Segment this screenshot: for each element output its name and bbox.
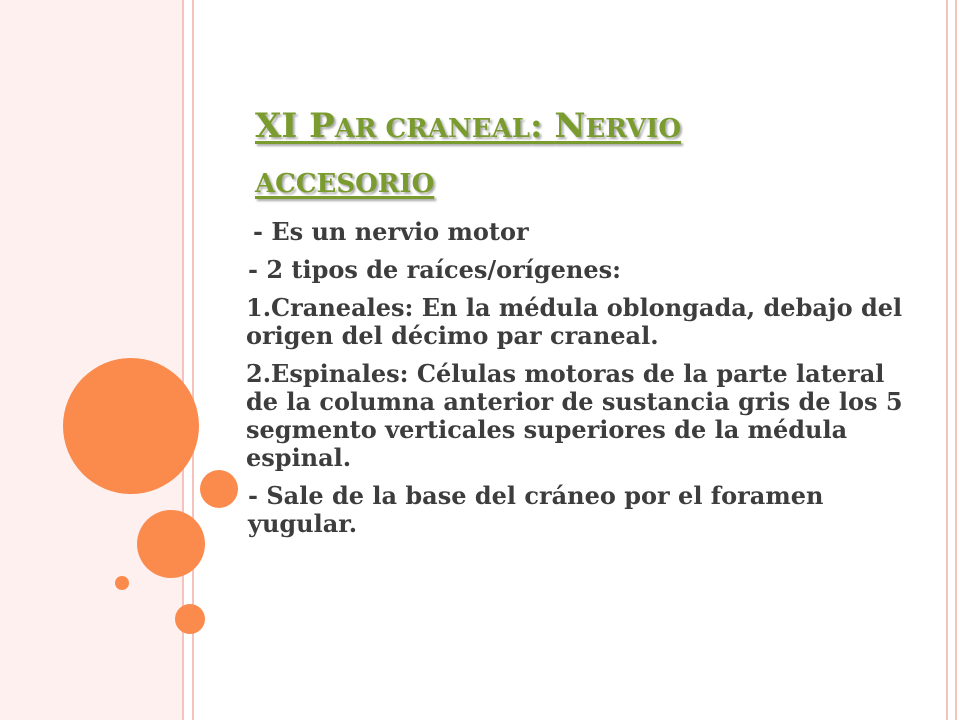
title-part2-smallcaps: ERVIO: [585, 114, 681, 144]
title-part2-big: N: [554, 106, 586, 146]
decorative-circle-small: [115, 576, 129, 590]
slide-body: [243, 218, 923, 548]
left-decorative-band: [0, 0, 182, 720]
bullet-item: 2.Espinales: Células motoras de la parte lateral de la columna anterior de sustancia gris de los 5 segmento verticales superiores de la médula espinal.: [246, 359, 903, 472]
bullet-item: - Sale de la base del cráneo por el foramen yugular.: [248, 481, 824, 538]
decorative-line-right-2: [955, 0, 957, 720]
decorative-circle-medium-2: [137, 510, 205, 578]
bullet-item: - 2 tipos de raíces/orígenes:: [248, 255, 622, 284]
bullet-item: - Es un nervio motor: [253, 217, 529, 246]
decorative-circle-medium-3: [175, 604, 205, 634]
decorative-line-right-1: [946, 0, 948, 720]
bullet-item: 1.Craneales: En la médula oblongada, debajo del origen del décimo par craneal.: [246, 293, 903, 350]
title-part1-big: XI P: [255, 106, 335, 146]
title-part1-smallcaps: AR CRANEAL: [334, 114, 531, 144]
decorative-circle-medium-1: [200, 470, 238, 508]
slide-title: [255, 100, 895, 210]
decorative-circle-large: [63, 358, 199, 494]
title-part3-smallcaps: ACCESORIO: [255, 169, 435, 199]
title-colon: :: [530, 106, 555, 146]
